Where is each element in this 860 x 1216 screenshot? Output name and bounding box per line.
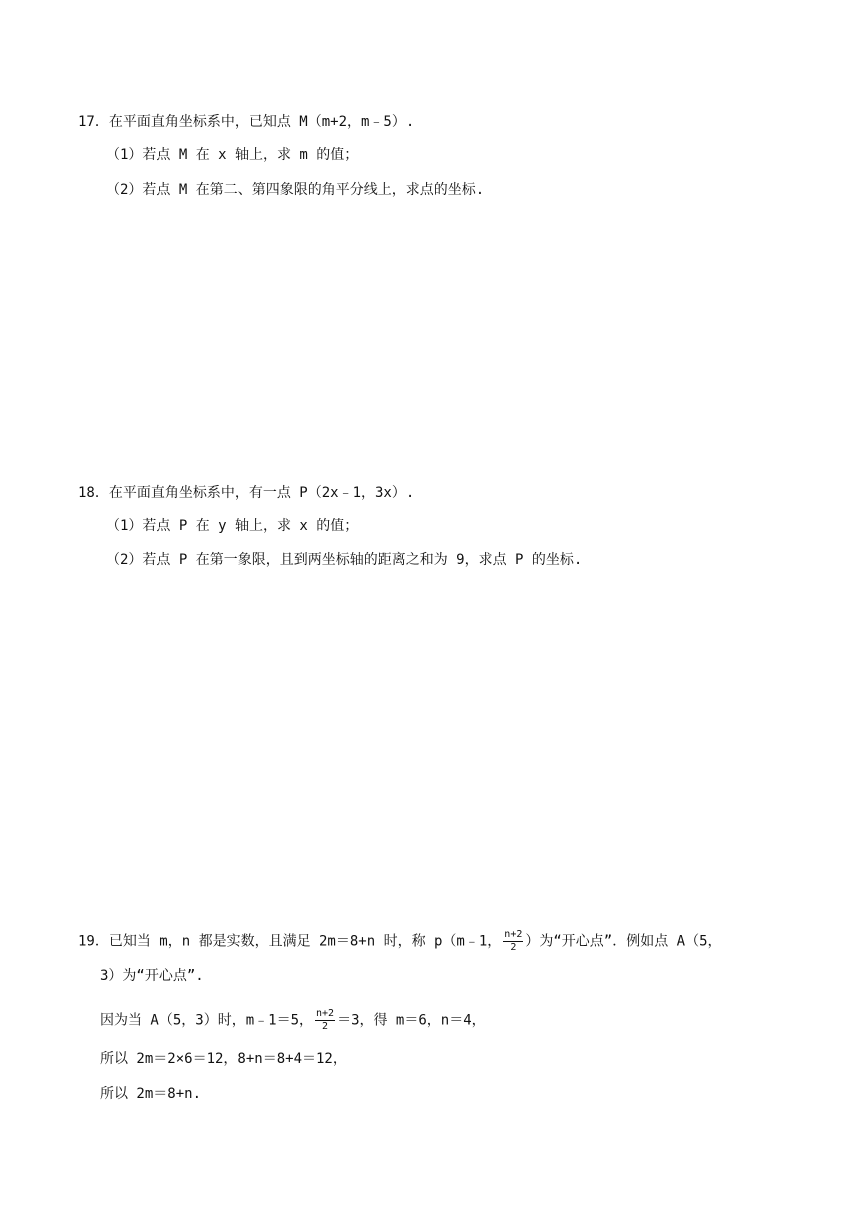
q19-stem-start: 19．已知当 m，n 都是实数，且满足 2m＝8+n 时，称 p（m﹣1， (78, 933, 502, 950)
q18-part2: （2）若点 P 在第一象限，且到两坐标轴的距离之和为 9，求点 P 的坐标. (106, 552, 583, 568)
q18-stem: 18．在平面直角坐标系中，有一点 P（2x﹣1，3x）. (78, 485, 415, 501)
q19-stem-fraction (503, 929, 523, 954)
q19-stem-end: ）为“开心点”．例如点 A（5， (525, 933, 722, 950)
q19-reason-end: ＝3，得 m＝6，n＝4， (337, 1012, 486, 1029)
q19-line-3: 所以 2m＝8+n. (100, 1086, 202, 1102)
q19-reason-fraction-numerator: n+2 (316, 1008, 335, 1019)
q19-reason-start: 因为当 A（5，3）时，m﹣1＝5， (100, 1012, 314, 1029)
q19-reason-fraction (315, 1008, 335, 1033)
q19-stem (78, 929, 722, 954)
q17-part1: （1）若点 M 在 x 轴上，求 m 的值； (106, 147, 359, 163)
q19-reason-line (100, 1008, 486, 1033)
q19-stem-continuation: 3）为“开心点”. (100, 968, 204, 984)
q17-stem: 17．在平面直角坐标系中，已知点 M（m+2，m﹣5）. (78, 114, 415, 130)
q19-reason-fraction-denominator: 2 (322, 1021, 329, 1032)
q19-line-2: 所以 2m＝2×6＝12，8+n＝8+4＝12， (100, 1051, 347, 1067)
q18-part1: （1）若点 P 在 y 轴上，求 x 的值； (106, 518, 359, 534)
q19-stem-fraction-denominator: 2 (510, 942, 517, 953)
q19-stem-fraction-numerator: n+2 (504, 929, 523, 940)
q17-part2: （2）若点 M 在第二、第四象限的角平分线上，求点的坐标. (106, 182, 485, 198)
